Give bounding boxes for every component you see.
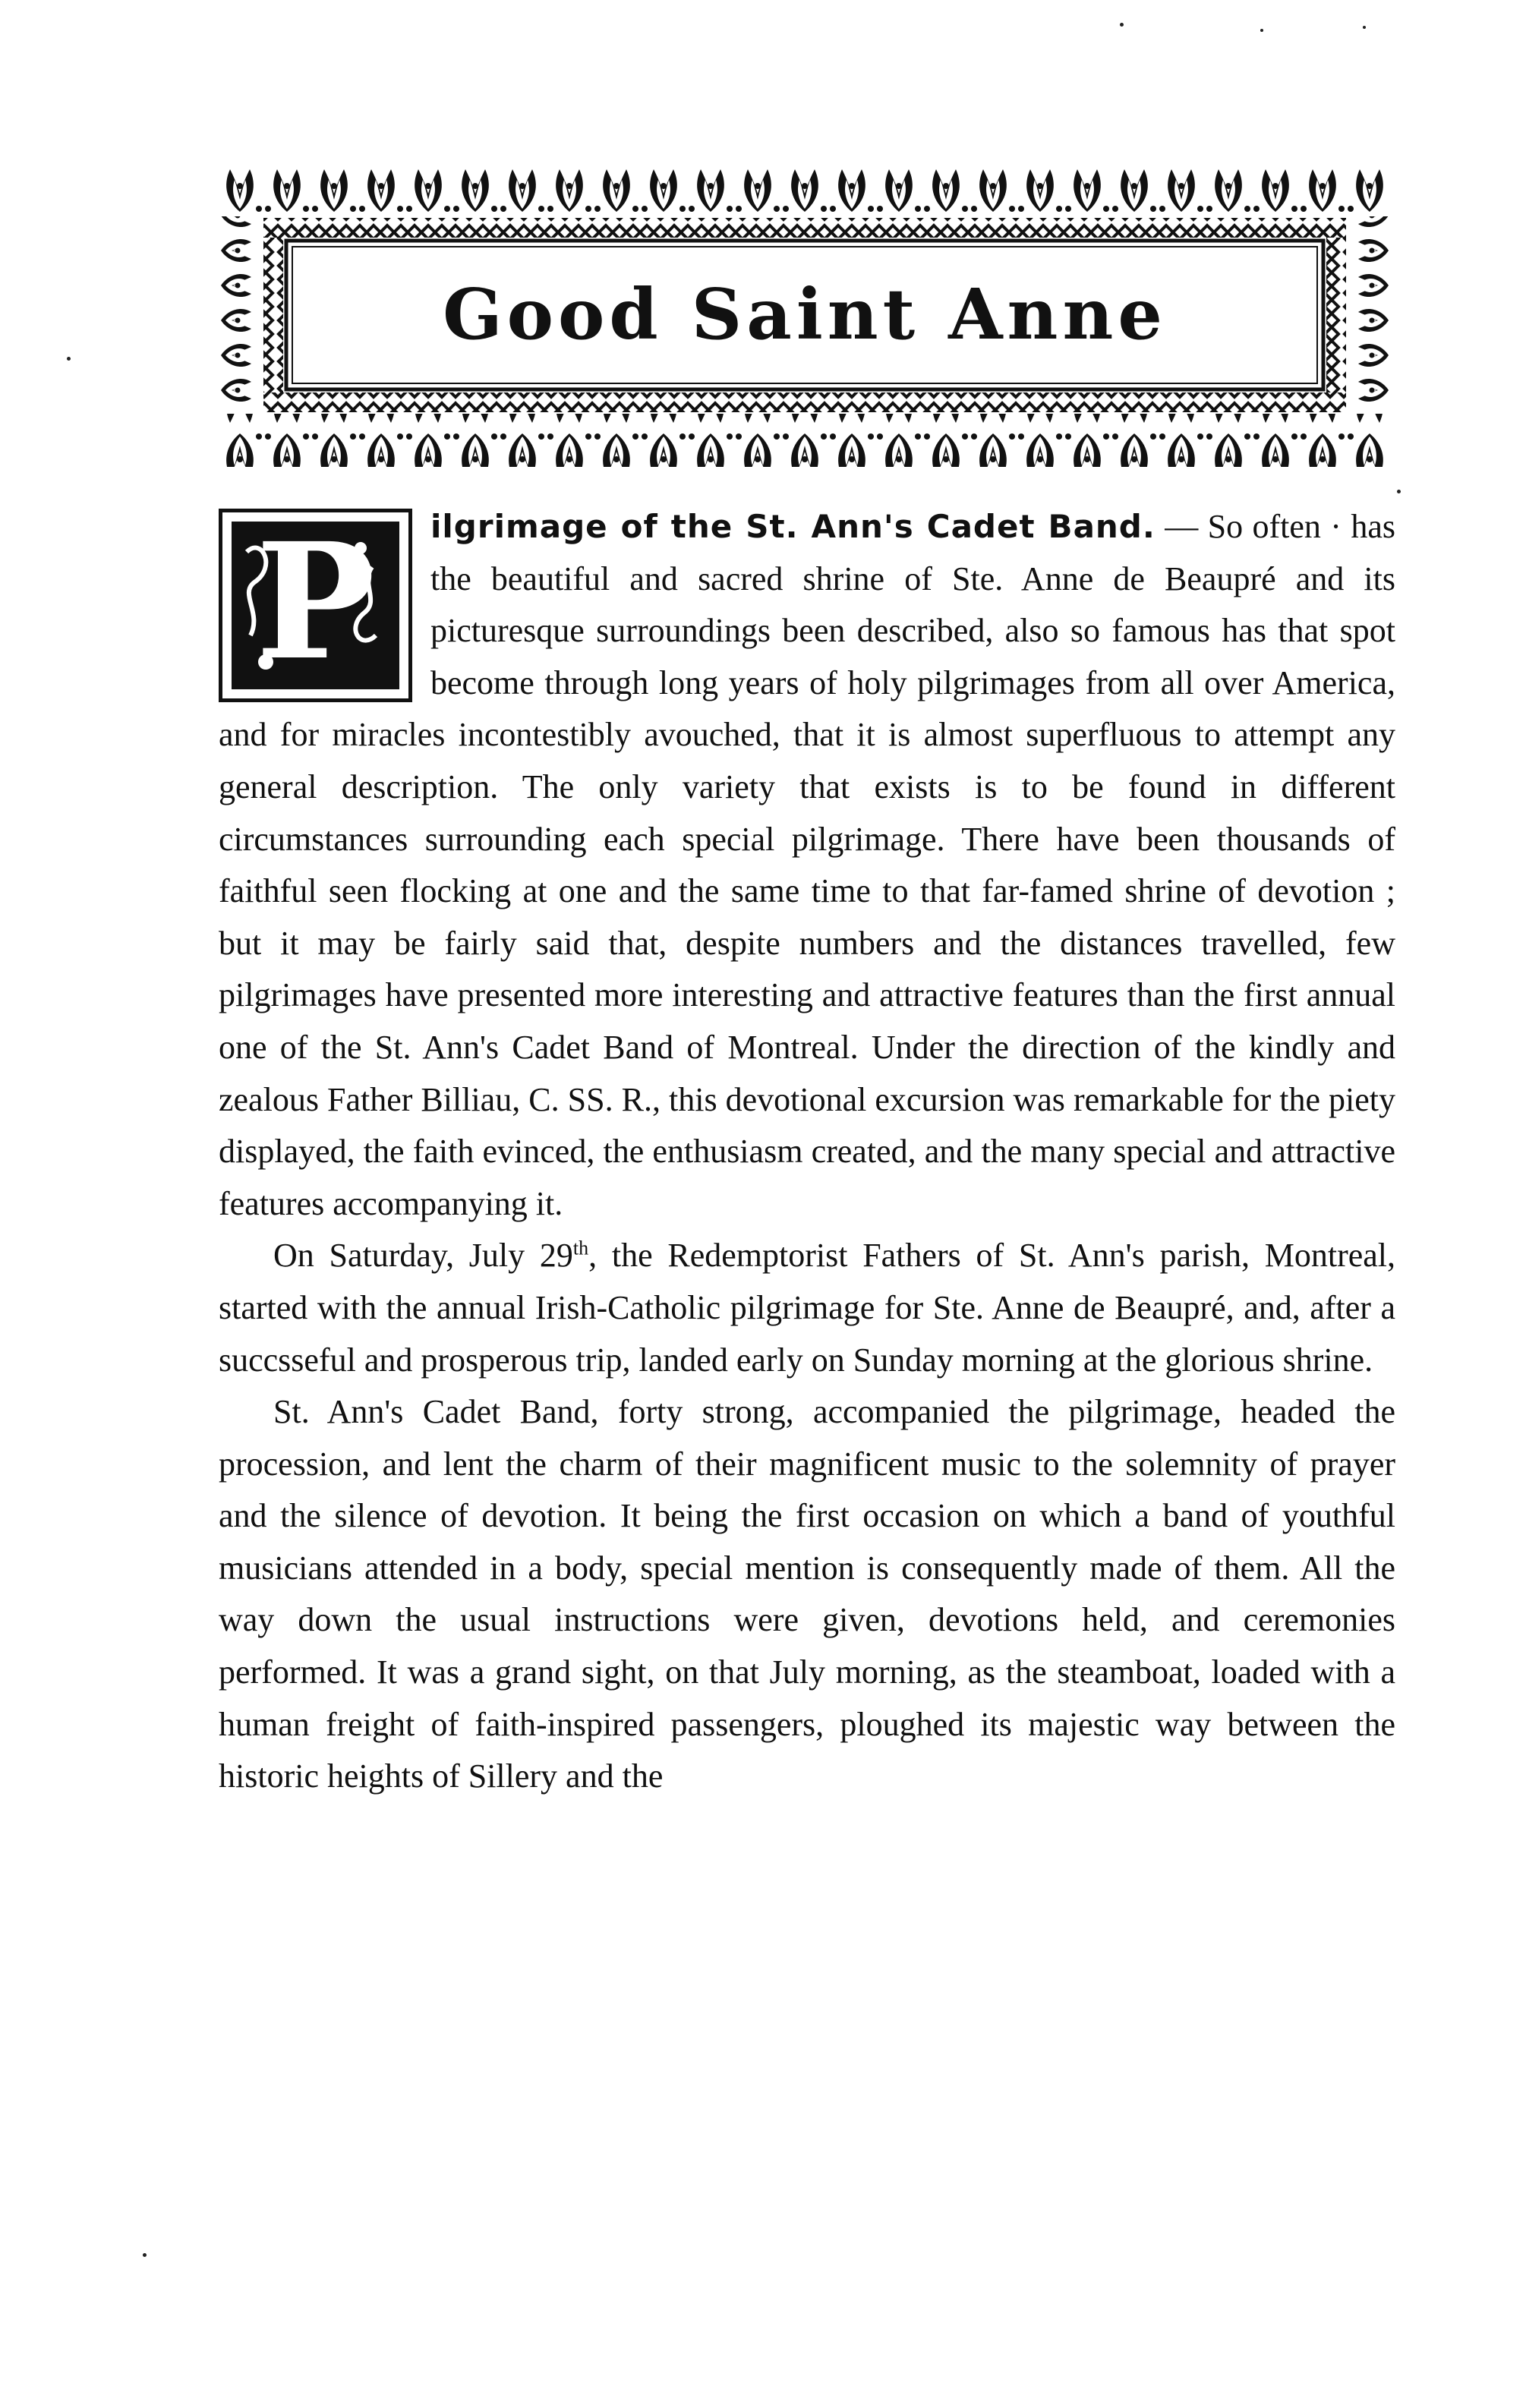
paragraph-1 bbox=[219, 501, 1395, 1230]
scan-speck bbox=[1260, 29, 1263, 32]
paragraph-2 bbox=[219, 1230, 1395, 1386]
scan-speck bbox=[1120, 23, 1124, 27]
article-body bbox=[219, 501, 1395, 1803]
paragraph-2-text-start: On Saturday, July 29 bbox=[273, 1237, 573, 1275]
lead-heading: ilgrimage of the St. Ann's Cadet Band. bbox=[430, 508, 1156, 545]
page-title: Good Saint Anne bbox=[443, 273, 1167, 355]
scan-speck bbox=[1397, 490, 1401, 493]
paragraph-3-text: St. Ann's Cadet Band, forty strong, accompanied the pilgrimage, headed the procession, and lent the charm of their magnificent music to the solemnity of prayer and the silence of devotion. It being the first occasion on which a band of youthful musicians attended in a body, special mention is consequently made of them. All the way down the usual instructions were given, devotions held, and ceremonies performed. It was a grand sight, on that July morning, as the steamboat, loaded with a human freight of faith-inspired passengers, ploughed its majestic way between the historic heights of Sillery and the bbox=[219, 1393, 1395, 1795]
paragraph-3 bbox=[219, 1386, 1395, 1803]
scan-speck bbox=[1363, 26, 1366, 29]
drop-cap bbox=[219, 509, 412, 702]
scan-speck bbox=[67, 357, 71, 361]
drop-cap-letter: P bbox=[255, 508, 376, 695]
paragraph-1-text: — So often · has the beautiful and sacred shrine of Ste. Anne de Beaupré and its picturesque surroundings been described, also so famous has that spot become through long years of holy pilgrimages from all over America, and for miracles incontestibly avouched, that it is almost superfluous to attempt any general description. The only variety that exists is to be found in different circumstances surrounding each special pilgrimage. There have been thousands of faithful seen flocking at one and the same time to that far-famed shrine of devotion ; but it may be fairly said that, despite numbers and the distances travelled, few pilgrimages have presented more interesting and attractive features than the first annual one of the St. Ann's Cadet Band of Montreal. Under the direction of the kindly and zealous Father Billiau, C. SS. R., this devotional excursion was remarkable for the piety displayed, the faith evinced, the enthusiasm created, and the many special and attractive features accompanying it. bbox=[219, 508, 1395, 1222]
scan-speck bbox=[143, 2253, 147, 2257]
paragraph-2-text-end: , the Redemptorist Fathers of St. Ann's parish, Montreal, started with the annual Irish-Catholic pilgrimage for Ste. Anne de Beaupré, and, after a succsseful and prosperous trip, landed early on Sunday morning at the glorious shrine. bbox=[219, 1237, 1396, 1379]
header-ornament-frame bbox=[216, 163, 1393, 467]
ordinal-suffix: th bbox=[572, 1237, 589, 1259]
